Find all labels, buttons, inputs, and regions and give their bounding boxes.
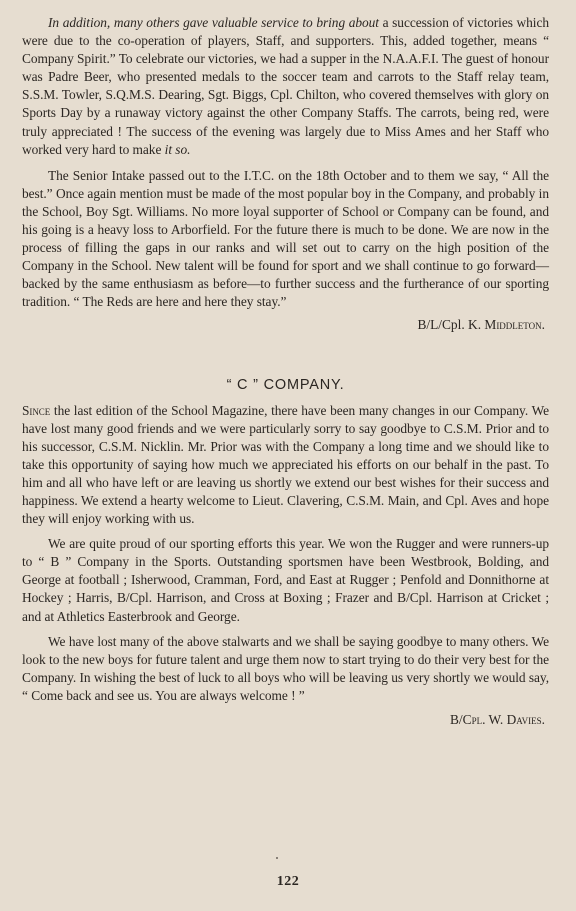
c-company-paragraph-3: We have lost many of the above stalwarts and we shall be saying goodbye to many others. We look to the new boys for future talent and urge them now to start trying to do their very best for the Company. In wishing the best of luck to all boys who will be leaving us very shortly we would say, “ Come back and see us. You are always welcome ! ” xyxy=(22,633,549,703)
b-company-paragraph-1-end: it so. xyxy=(164,141,191,157)
ink-dot xyxy=(276,857,278,859)
c-company-signature: B/Cpl. W. Davies. xyxy=(449,712,545,727)
b-company-signature-prefix: B/L/Cpl. K. xyxy=(417,316,485,332)
b-company-signature xyxy=(22,316,549,334)
c-company-paragraph-1 xyxy=(22,402,549,529)
b-company-paragraph-1 xyxy=(22,14,549,159)
b-company-paragraph-1-body: a succession of victories which were due to the co-operation of players, Staff, and supporters. This, added together, means “ Company Spirit.” To celebrate our victories, we had a supper in the N.A.A.F.I. The guest of honour was Padre Beer, who presented medals to the soccer team and carrots to the Staff relay team, S.S.M. Towler, S.Q.M.S. Dearing, Sgt. Biggs, Cpl. Chilton, who covered themselves with glory on Sports Day by a runaway victory against the other Company Staffs. The carrots, being red, were truly appreciated ! The success of the evening was largely due to Miss Ames and her Staff who worked very hard to make xyxy=(22,15,550,157)
b-company-signature-name: Middleton. xyxy=(484,316,545,332)
page-number: 122 xyxy=(276,874,300,889)
c-company-heading: “ C ” COMPANY. xyxy=(226,376,345,393)
c-company-paragraph-1-lead: Since xyxy=(22,402,51,418)
c-company-paragraph-1-body: the last edition of the School Magazine, there have been many changes in our Company. We have lost many good friends and we were particularly sorry to say goodbye to C.S.M. Prior and to his successor, C.S.M. Nicklin. Mr. Prior was with the Company a long time and we should like to take this opportunity of saying how much we appreciated his efforts on our behalf in the past. To him and all who have left or are leaving us shortly we extend our best wishes for their success and happiness. We extend a hearty welcome to Lieut. Clavering, C.S.M. Main, and Cpl. Aves and hope they will enjoy working with us. xyxy=(22,402,549,527)
b-company-paragraph-2: The Senior Intake passed out to the I.T.C. on the 18th October and to them we say, “ All the best.” Once again mention must be made of the most popular boy in the Company, and probably in the School, Boy Sgt. Williams. No more loyal supporter of School or Company can be found, and his going is a heavy loss to Arborfield. For the future there is much to be done. We are now in the process of filling the gaps in our ranks and will set out to carry on the high position of the Company in the School. New talent will be found for sport and we shall continue to go forward—backed by the same enthusiasm as before—to further success and the furtherance of our sporting tradition. “ The Reds are here and here they stay.” xyxy=(22,167,549,310)
c-company-paragraph-2: We are quite proud of our sporting efforts this year. We won the Rugger and were runners-up to “ B ” Company in the Sports. Outstanding sportsmen have been Westbrook, Bolding, and George at football ; Isherwood, Cramman, Ford, and East at Rugger ; Penfold and Donnithorne at Hockey ; Harris, B/Cpl. Harrison, and Cross at Boxing ; Frazer and B/Cpl. Harrison at Cricket ; and at Athletics Easterbrook and George. xyxy=(22,536,549,624)
b-company-paragraph-1-lead: In addition, many others gave valuable service to bring about xyxy=(48,15,379,30)
